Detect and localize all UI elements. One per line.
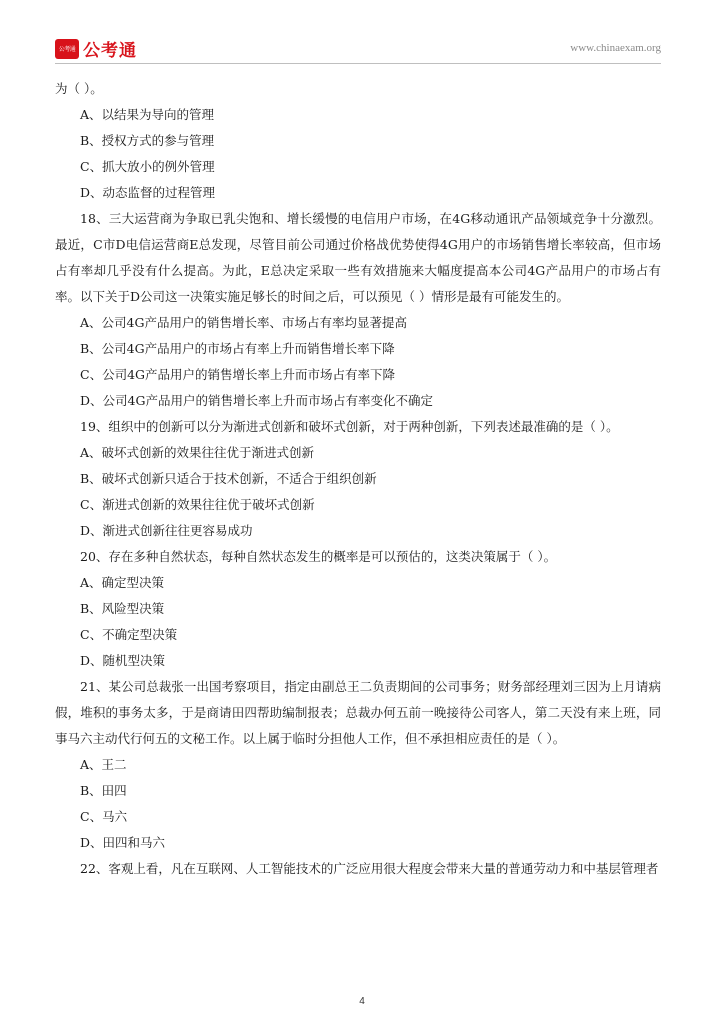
q18-option-c: C、公司4G产品用户的销售增长率上升而市场占有率下降 (80, 367, 396, 382)
q19-option-c: C、渐进式创新的效果往往优于破坏式创新 (80, 497, 315, 512)
q18-option-a: A、公司4G产品用户的销售增长率、市场占有率均显著提高 (80, 315, 407, 330)
logo (55, 36, 137, 61)
q20-option-a: A、确定型决策 (80, 575, 165, 590)
q19-stem: 19、组织中的创新可以分为渐进式创新和破坏式创新，对于两种创新，下列表述最准确的是（ ）。 (80, 419, 619, 434)
q20-option-b: B、风险型决策 (80, 601, 165, 616)
q17-option-d: D、动态监督的过程管理 (80, 185, 216, 200)
q19-option-a: A、破坏式创新的效果往往优于渐进式创新 (80, 445, 315, 460)
site-url[interactable]: www.chinaexam.org (570, 42, 661, 54)
q20-stem: 20、存在多种自然状态，每种自然状态发生的概率是可以预估的，这类决策属于（ ）。 (80, 549, 557, 564)
q17-option-a: A、以结果为导向的管理 (80, 107, 215, 122)
q17-option-c: C、抓大放小的例外管理 (80, 159, 215, 174)
q17-option-b: B、授权方式的参与管理 (80, 133, 215, 148)
q18-stem: 18、三大运营商为争取已乳尖饱和、增长缓慢的电信用户市场，在4G移动通讯产品领域竞争十分激烈。最近，C市D电信运营商E总发现，尽管目前公司通过价格战优势使得4G用户的市场销售增长率较高，但市场占有率却几乎没有什么提高。为此，E总决定采取一些有效措施来大幅度提高本公司4G产品用户的市场占有率。以下关于D公司这一决策实施足够长的时间之后，可以预见（ ）情形是最有可能发生的。 (55, 211, 661, 304)
q22-stem-start: 22、客观上看，凡在互联网、人工智能技术的广泛应用很大程度会带来大量的普通劳动力和中基层管理者 (80, 861, 659, 876)
q19-option-b: B、破坏式创新只适合于技术创新，不适合于组织创新 (80, 471, 377, 486)
logo-text: 公考通 (83, 41, 137, 61)
q18-option-b: B、公司4G产品用户的市场占有率上升而销售增长率下降 (80, 341, 395, 356)
logo-badge-icon: 公考通 (55, 39, 79, 59)
q18-option-d: D、公司4G产品用户的销售增长率上升而市场占有率变化不确定 (80, 393, 433, 408)
q19-option-d: D、渐进式创新往往更容易成功 (80, 523, 253, 538)
page-header (55, 36, 661, 62)
q21-option-b: B、田四 (80, 783, 127, 798)
page-number: 4 (359, 996, 365, 1007)
q20-option-d: D、随机型决策 (80, 653, 166, 668)
q21-option-a: A、王二 (80, 757, 127, 772)
q21-option-d: D、田四和马六 (80, 835, 166, 850)
q21-stem: 21、某公司总裁张一出国考察项目，指定由副总王二负责期间的公司事务；财务部经理刘三因为上月请病假，堆积的事务太多，于是商请田四帮助编制报表；总裁办何五前一晚接待公司客人，第二天没有来上班，同事马六主动代行何五的文秘工作。以上属于临时分担他人工作，但不承担相应责任的是（ ）。 (55, 679, 661, 746)
q21-option-c: C、马六 (80, 809, 128, 824)
header-divider (55, 63, 661, 64)
q17-stem-tail: 为（ ）。 (55, 81, 103, 96)
document-body (55, 76, 661, 882)
q20-option-c: C、不确定型决策 (80, 627, 178, 642)
